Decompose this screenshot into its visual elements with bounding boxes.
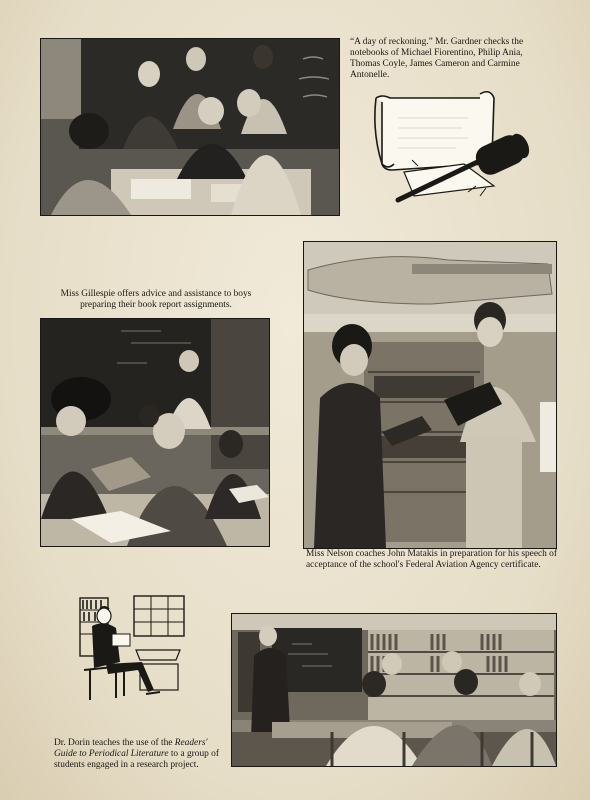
caption-dorin-italic: Readers' Guide to Periodical Literature [54, 738, 208, 759]
caption-gardner-text: “A day of reckoning.” Mr. Gardner checks the notebooks of Michael Fiorentino, Philip Ania, Thomas Coyle, James Cameron and Carmine Antonelle. [350, 37, 524, 80]
photo-gardner-classroom [40, 38, 340, 216]
caption-dorin [54, 738, 230, 771]
photo-dorin-library [231, 613, 557, 767]
caption-dorin-text-1: Dr. Dorin teaches the use of the [54, 738, 175, 748]
caption-gillespie [48, 289, 264, 311]
photo-nelson-matakis [303, 241, 557, 549]
photo-gillespie-classroom [40, 318, 270, 547]
caption-nelson-text: Miss Nelson coaches John Matakis in preparation for his speech of acceptance of the school's Federal Aviation Agency certificate. [306, 549, 557, 570]
caption-nelson [306, 549, 558, 571]
scroll-gavel-illustration [368, 88, 540, 206]
caption-gillespie-text: Miss Gillespie offers advice and assistance to boys preparing their book report assignments. [60, 289, 252, 310]
caption-dorin-text-2: to a group of students engaged in a research project. [54, 749, 219, 770]
caption-gardner [350, 37, 550, 81]
reader-chair-illustration [76, 594, 188, 704]
